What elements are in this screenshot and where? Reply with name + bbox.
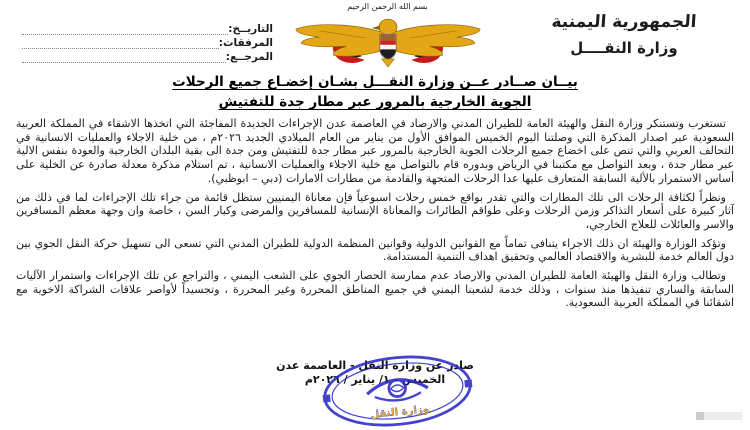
attachments-field-label: المرفقات: — [218, 37, 273, 49]
issuance-line2: الخميس - ١/ يناير / ٢٠٢٦م — [304, 373, 446, 386]
issuance-line1: صادر عن وزارة النقل - العاصمة عدن — [276, 359, 474, 372]
statement-body — [16, 117, 734, 315]
ministry-stamp — [307, 345, 489, 430]
reference-field — [18, 49, 273, 63]
statement-title-line2: الجوية الخارجية بالمرور عبر مطار جدة للتفتيش — [218, 94, 532, 110]
republic-name: الجمهورية اليمنية — [550, 12, 698, 32]
statement-title — [0, 72, 750, 112]
paragraph-2: ونظراً لكثافة الرحلات الى تلك المطارات والتي تقدر بواقع خمس رحلات اسبوعياً فإن معاناة اليمنيين ستظل قائمة من جراء تلك الإجراءات لما في ذلك من آثار كبيرة على أسعار التذاكر وزمن الرحلات وعلى طواقم الطائرات والمعاناة الإنسانية للمسافرين والمرضى وكبار السن ، خاصة وان وجهة معظم المسافرين والاسر والعائلات للعلاج الخارجي، — [16, 190, 734, 231]
attachments-field-line — [22, 38, 219, 49]
corner-watermark — [696, 412, 742, 420]
stamp-left-mark — [323, 394, 331, 402]
eagle-tail — [381, 59, 394, 67]
bismillah-text: بسم الله الرحمن الرحيم — [347, 2, 428, 11]
date-field — [18, 21, 273, 35]
reference-field-line — [22, 52, 226, 63]
date-field-line — [22, 24, 228, 35]
paragraph-4: وتطالب وزارة النقل والهيئة العامة للطيران المدني والارصاد عدم ممارسة الحصار الجوي على الشعب اليمني ، والتراجع عن تلك الإجراءات واستمرار الآليات السابقة والساري تنفيذها منذ سنوات ، وذلك خدمة لشعبنا اليمني في جميع المناطق المحررة وغير المحررة ، وتجسيداً لأواصر علاقات الشراكة الاخوية مع اشقائنا في المملكة العربية السعودية. — [16, 269, 734, 310]
header-right-block — [514, 12, 734, 57]
ministry-name: وزارة النقــــل — [570, 39, 678, 57]
paragraph-1: تستغرب وتستنكر وزارة النقل والهيئة العامة للطيران المدني والارصاد في العاصمة عدن الإجراءات الجديدة المفاجئة التي اتخذها الاشقاء في المملكة العربية السعودية عبر اصدار المذكرة التي وصلتنا اليوم الخميس الموافق الأول من يناير من العام الميلادي الجديد ٢٠٢٦م ، من خلية الاجلاء والعمليات الانسانية في التحالف العربي والتي تنص على اخضاع جميع الرحلات الجوية الخارجية بالمرور عبر مطار جدة للتفتيش ومن جدة الى بقية البلدان الخارجية والعودة بنفس الالية عبر مطار جدة ، وبعد التواصل مع مكتبنا في الرياض وبدوره قام بالتواصل مع خلية الاجلاء والعمليات الانسانية ، تم استلام مذكرة معدلة صادرة عن الخلية على أساس الاستمرار بالألية السابقة المتعارف عليها عدا الرحلات المتجهة والقادمة من مطارات الامارات (دبي – ابوظبي). — [16, 117, 735, 185]
yemen-eagle-emblem-icon — [284, 11, 492, 67]
stamp-text: وزارة النقل — [369, 403, 430, 421]
header-center-block — [280, 2, 495, 71]
attachments-field — [18, 35, 273, 49]
header-fields-block — [18, 21, 273, 63]
statement-title-line1: بيــان صــادر عــن وزارة النقـــل بشـان إخضـاع جميع الرحلات — [172, 74, 578, 90]
date-field-label: التاريــخ: — [228, 23, 273, 35]
issuance-block — [0, 359, 750, 387]
chest-shield — [379, 34, 395, 59]
reference-field-label: المرجــع: — [225, 51, 273, 63]
paragraph-3: وتؤكد الوزارة والهيئة ان ذلك الاجراء يتنافى تماماً مع القوانين الدولية وقوانين المنظمة الدولية للطيران المدني التي تسعى الى تسهيل حركة النقل الجوي بين دول العالم خدمة للبشرية والاقتصاد العالمي وتحقيق اهداف التنمية المستدامة. — [16, 236, 734, 264]
